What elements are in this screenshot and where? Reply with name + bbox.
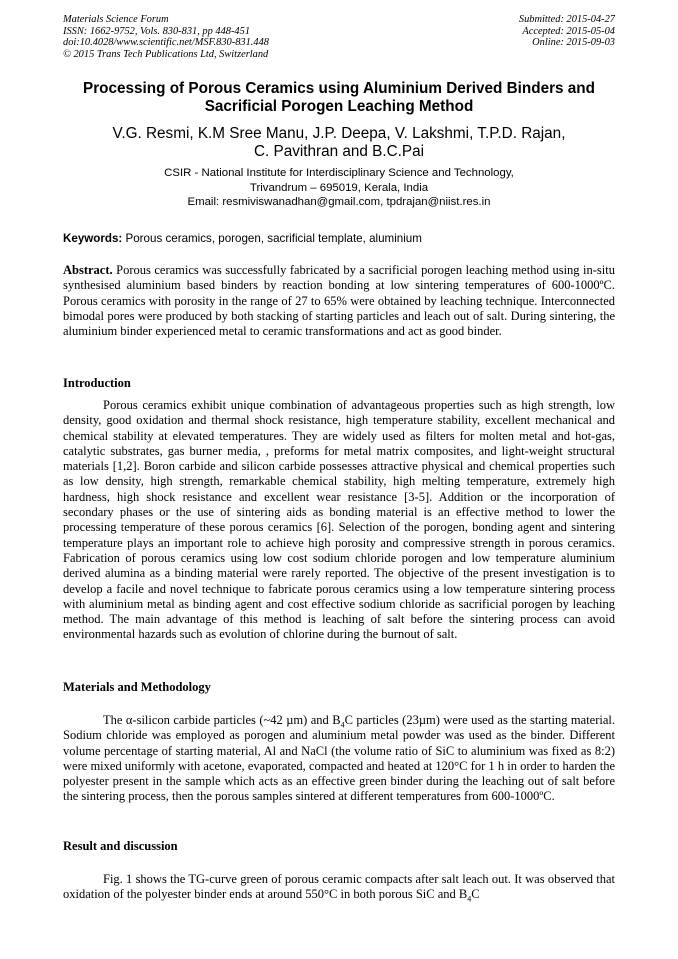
journal-info — [63, 14, 269, 60]
section-heading-results: Result and discussion — [63, 839, 178, 853]
authors-line: C. Pavithran and B.C.Pai — [253, 143, 425, 160]
title-line: Sacrificial Porogen Leaching Method — [204, 98, 474, 115]
email-line: Email: resmiviswanadhan@gmail.com, tpdrajan@niist.res.in — [187, 196, 491, 208]
materials-text: C particles (23µm) were used as the starting material. Sodium chloride was employed as porogen and aluminium metal powder was used as the binder. Different volume percentage of starting material, Al and NaCl (the volume ratio of SiC to aluminium was fixed as 8:2) were mixed uniformly with acetone, evaporated, compacted and heated at 120°C for 1 h in order to harden the polyester present in the sample which acts as an effective green binder during the leaching out of salt before the sintering process, then the porous samples sintered at different temperatures from 600-1000ºC. — [63, 713, 615, 804]
authors-line: V.G. Resmi, K.M Sree Manu, J.P. Deepa, V. Lakshmi, T.P.D. Rajan, — [112, 125, 566, 142]
abstract-label: Abstract. — [63, 263, 113, 277]
accepted-date: Accepted: 2015-05-04 — [522, 25, 615, 37]
results-body — [63, 872, 615, 917]
keywords-text: Porous ceramics, porogen, sacrificial template, aluminium — [122, 232, 422, 245]
affiliation — [40, 166, 638, 210]
abstract-text: Porous ceramics was successfully fabricated by a sacrificial porogen leaching method using in-situ synthesised aluminium based binders by reaction bonding at low sintering temperatures of 600-1000ºC. Porous ceramics with porosity in the range of 27 to 65% were obtained by leaching technique. Interconnected bimodal pores were produced by both stacking of starting particles and leach out of salt. During sintering, the aluminium binder experienced metal to ceramic transformations and act as good binder. — [63, 263, 615, 339]
online-date: Online: 2015-09-03 — [532, 37, 615, 49]
affiliation-line: Trivandrum – 695019, Kerala, India — [249, 181, 429, 194]
results-text: C — [471, 887, 480, 902]
results-text: Fig. 1 shows the TG-curve green of porous ceramic compacts after salt leach out. It was observed that oxidation of the polyester binder ends at around 550°C in both porous SiC and B — [63, 872, 615, 902]
paper-title — [40, 80, 638, 116]
title-line: Processing of Porous Ceramics using Aluminium Derived Binders and — [83, 80, 595, 97]
section-heading-introduction: Introduction — [63, 376, 131, 390]
affiliation-line: CSIR - National Institute for Interdisciplinary Science and Technology, — [164, 167, 514, 179]
introduction-body — [63, 398, 615, 643]
journal-name: Materials Science Forum — [63, 14, 169, 25]
author-list — [40, 125, 638, 161]
materials-body — [63, 713, 615, 805]
materials-text: The α-silicon carbide particles (~42 µm) and B — [103, 713, 341, 727]
abstract — [63, 263, 615, 339]
submitted-date: Submitted: 2015-04-27 — [518, 14, 615, 25]
copyright-line: © 2015 Trans Tech Publications Ltd, Switzerland — [63, 48, 269, 60]
doi-line: doi:10.4028/www.scientific.net/MSF.830-831.448 — [63, 37, 269, 49]
introduction-text: Porous ceramics exhibit unique combination of advantageous properties such as high strength, low density, good oxidation and thermal shock resistance, high temperature stability, excellent mechanical and chemical stability at elevated temperatures. They are widely used as filters for molten metal and hot-gas, catalytic substrates, gas burner media, , preforms for metal matrix composites, and light-weight structural materials [1,2]. Boron carbide and silicon carbide possesses attractive physical and chemical properties such as low density, high strength, remarkable chemical stability, high melting temperature, extremely high hardness, high shock resistance and excellent wear resistance [3-5]. Addition or the incorporation of secondary phases or the use of sintering aids as bonding material is an effective method to lower the processing temperature of these porous ceramics [6]. Selection of the porogen, bonding agent and sintering temperature plays an important role to achieve high porosity and compressive strength in porous ceramics. Fabrication of porous ceramics using low cost sodium chloride porogen and low temperature aluminium derived alumina as a binding material were rarely reported. The objective of the present investigation is to develop a facile and novel technique to fabricate porous ceramics using a low temperature sintering process with aluminium metal as binding agent and cost effective sodium chloride as sacrificial porogen by leaching method. The main advantage of this method is leaching of salt before the sintering process can avoid environmental hazards such as evolution of chlorine during the burnout of salt. — [63, 398, 615, 642]
subscript: 4 — [340, 720, 345, 730]
submission-dates — [519, 14, 615, 49]
section-heading-materials: Materials and Methodology — [63, 680, 211, 694]
issn-line: ISSN: 1662-9752, Vols. 830-831, pp 448-451 — [63, 25, 251, 37]
keywords-label: Keywords: — [63, 232, 123, 245]
keywords — [63, 232, 615, 246]
subscript: 4 — [467, 894, 472, 904]
